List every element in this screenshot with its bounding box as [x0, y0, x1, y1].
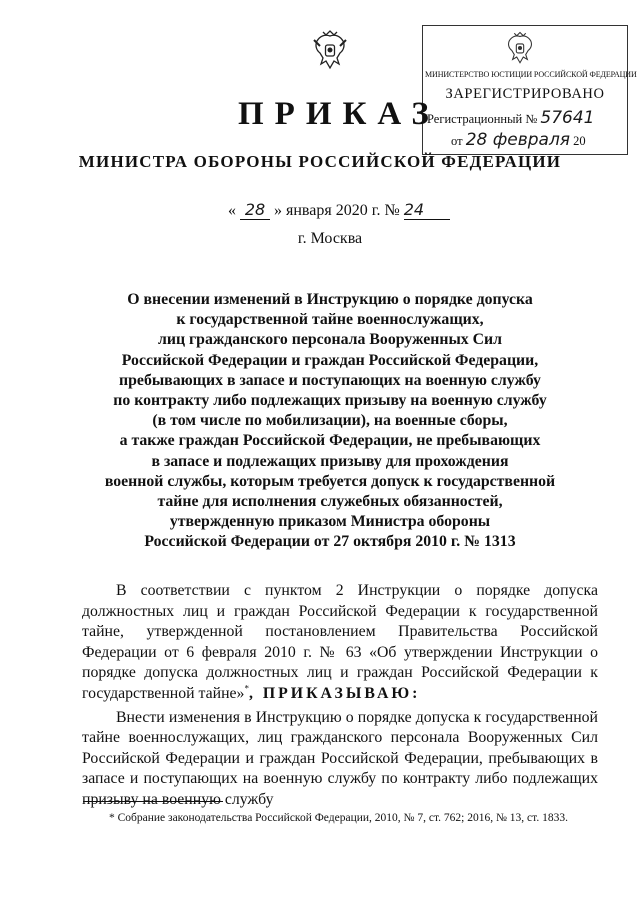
coat-of-arms-icon: [311, 28, 349, 72]
stamp-registration-number-row: [427, 108, 594, 128]
order-directive: , ПРИКАЗЫВАЮ:: [248, 684, 421, 702]
order-number-handwritten: 24: [404, 200, 450, 220]
body-paragraph: Внести изменения в Инструкцию о порядке допуска к государственной тайне военнослужащих, лиц гражданского персонала Вооруженных Сил Российской Федерации и граждан Российской Федерации, пребывающих в запасе и поступающих на военную службу по контракту либо подлежащих призыву на военную службу: [82, 708, 598, 808]
heading-line: к государственной тайне военнослужащих,: [176, 311, 484, 329]
date-day-handwritten: 28: [240, 200, 270, 220]
heading-line: лиц гражданского персонала Вооруженных Сил: [157, 331, 503, 349]
document-title: ПРИКАЗ: [238, 96, 440, 132]
heading-line: а также граждан Российской Федерации, не пребывающих: [119, 432, 541, 450]
order-date-line: [228, 200, 450, 220]
stamp-date-row: [451, 130, 586, 150]
heading-line: (в том числе по мобилизации), на военные сборы,: [152, 412, 508, 430]
heading-line: утвержденную приказом Министра обороны: [169, 513, 491, 531]
body-paragraph: [82, 581, 598, 705]
date-month-year: » января 2020 г. №: [274, 202, 400, 219]
stamp-coat-of-arms-icon: [503, 30, 537, 66]
stamp-ministry-name: МИНИСТЕРСТВО ЮСТИЦИИ РОССИЙСКОЙ ФЕДЕРАЦИИ: [425, 70, 637, 79]
footnote: * Собрание законодательства Российской Федерации, 2010, № 7, ст. 762; 2016, № 13, ст. 1833.: [109, 812, 568, 824]
stamp-handwritten-date: 28 февраля: [465, 130, 571, 150]
heading-line: военной службы, которым требуется допуск к государственной: [104, 472, 556, 490]
stamp-reg-label: Регистрационный №: [427, 112, 538, 126]
city: г. Москва: [297, 230, 363, 247]
heading-line: Российской Федерации от 27 октября 2010 г. № 1313: [144, 533, 516, 551]
stamp-reg-number: 57641: [540, 108, 595, 128]
date-open-quote: «: [228, 202, 236, 219]
footnote-marker: *: [244, 683, 249, 694]
heading-line: О внесении изменений в Инструкцию о порядке допуска: [127, 291, 533, 308]
document-body: [82, 581, 598, 811]
heading-line: Российской Федерации и граждан Российской Федерации,: [121, 351, 539, 369]
stamp-year: 20: [573, 134, 586, 148]
footnote-divider: [83, 801, 223, 802]
heading-line: в запасе и подлежащих призыву для прохождения: [151, 452, 509, 470]
stamp-registered-label: ЗАРЕГИСТРИРОВАНО: [445, 86, 605, 102]
stamp-date-prefix: от: [451, 134, 463, 148]
order-heading: [80, 290, 580, 553]
document-subtitle: МИНИСТРА ОБОРОНЫ РОССИЙСКОЙ ФЕДЕРАЦИИ: [78, 152, 562, 171]
heading-line: по контракту либо подлежащих призыву на военную службу: [113, 392, 547, 410]
heading-line: тайне для исполнения служебных обязанностей,: [157, 493, 503, 511]
registration-stamp: [422, 25, 637, 155]
heading-line: пребывающих в запасе и поступающих на военную службу: [119, 371, 541, 389]
preamble-text: В соответствии с пунктом 2 Инструкции о порядке допуска должностных лиц и граждан Российской Федерации к государственной тайне, утвержденной постановлением Правительства Российской Федерации от 6 февраля 2010 г. № 63 «Об утверждении Инструкции о порядке допуска должностных лиц и граждан Российской Федерации к государственной тайне»: [82, 582, 598, 702]
